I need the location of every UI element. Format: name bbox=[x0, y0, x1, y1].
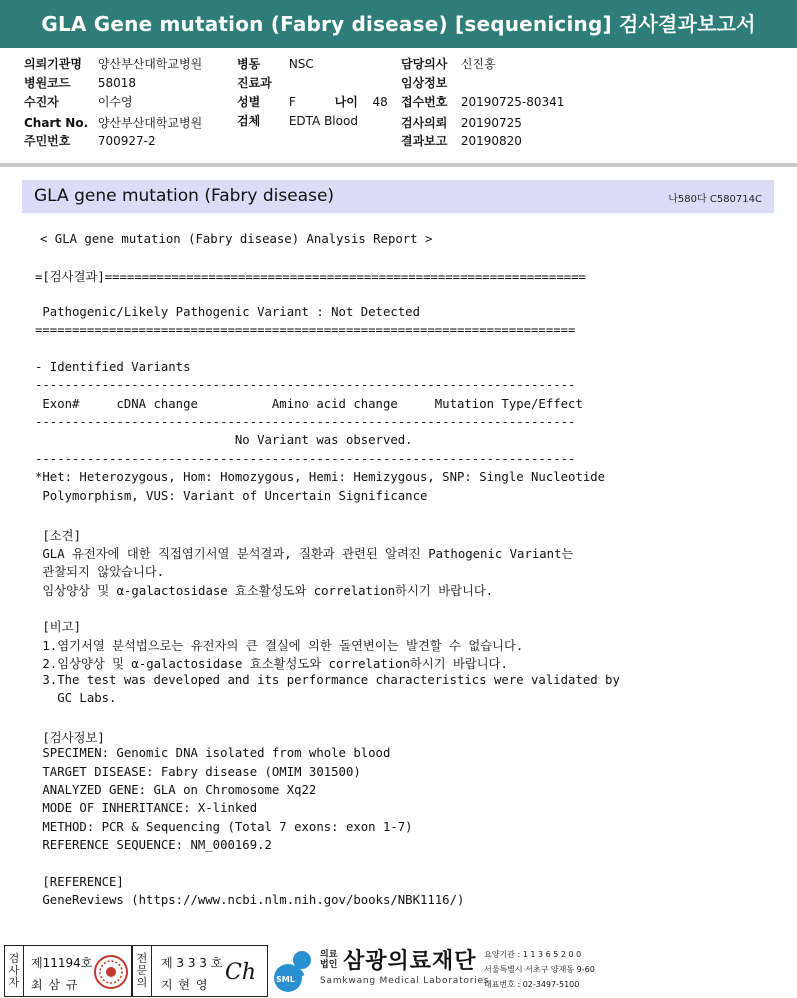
specialist-name: 지 현 영 bbox=[161, 978, 209, 992]
request-label: 검사의뢰 bbox=[401, 116, 448, 130]
chart-value: 양산부산대학교병원 bbox=[97, 116, 203, 130]
report-line: ------------------------------------------------------------------------- bbox=[35, 452, 576, 466]
report-line: < GLA gene mutation (Fabry disease) Analysis Report > bbox=[40, 232, 433, 246]
receipt-value: 20190725-80341 bbox=[460, 95, 565, 109]
org-english-name: Samkwang Medical Laboratories bbox=[320, 976, 490, 986]
specimen-value: EDTA Blood bbox=[288, 114, 358, 128]
report-footer bbox=[0, 942, 797, 998]
report-line: REFERENCE SEQUENCE: NM_000169.2 bbox=[35, 838, 272, 852]
inspector-number: 제11194호 bbox=[31, 956, 93, 970]
dept-label: 진료과 bbox=[237, 76, 272, 90]
section-code: 나580다 C580714C bbox=[668, 194, 762, 205]
report-line: METHOD: PCR & Sequencing (Total 7 exons: exon 1-7) bbox=[35, 820, 413, 834]
ward-label: 병동 bbox=[237, 57, 261, 71]
sex-value: F bbox=[288, 95, 296, 109]
sml-logo-text: SML bbox=[276, 975, 295, 984]
specimen-label: 검체 bbox=[237, 114, 261, 128]
report-line: MODE OF INHERITANCE: X-linked bbox=[35, 801, 258, 815]
report-line: GeneReviews (https://www.ncbi.nlm.nih.gov/books/NBK1116/) bbox=[35, 893, 465, 907]
inspector-divider bbox=[23, 946, 24, 996]
ward-value: NSC bbox=[288, 57, 314, 71]
specialist-box bbox=[132, 945, 268, 997]
report-line: Polymorphism, VUS: Variant of Uncertain Significance bbox=[35, 489, 428, 503]
report-line: Exon# cDNA change Amino acid change Mutation Type/Effect bbox=[35, 397, 583, 411]
report-line: No Variant was observed. bbox=[35, 433, 413, 447]
report-line: ------------------------------------------------------------------------- bbox=[35, 415, 576, 429]
report-line: 3.The test was developed and its performance characteristics were validated by bbox=[35, 673, 620, 687]
report-body bbox=[35, 0, 775, 907]
specialist-label: 전문의 bbox=[136, 952, 148, 989]
section-title: GLA gene mutation (Fabry disease) bbox=[34, 186, 335, 206]
doctor-value: 신진홍 bbox=[460, 57, 496, 71]
request-value: 20190725 bbox=[460, 116, 522, 130]
clinical-label: 임상정보 bbox=[401, 76, 448, 90]
specialist-number: 제 3 3 3 호 bbox=[161, 956, 223, 970]
report-line: [비고] bbox=[35, 620, 81, 634]
chart-label: Chart No. bbox=[24, 116, 89, 130]
report-date-value: 20190820 bbox=[460, 134, 522, 148]
report-line: [검사정보] bbox=[35, 731, 105, 745]
inspector-label: 검사자 bbox=[8, 952, 20, 989]
recipient-value: 이수영 bbox=[97, 95, 133, 109]
resident-value: 700927-2 bbox=[97, 134, 156, 148]
report-line: GLA 유전자에 대한 직접염기서열 분석결과, 질환과 관련된 알려진 Pathogenic Variant는 bbox=[35, 547, 574, 561]
resident-label: 주민번호 bbox=[24, 134, 71, 148]
doctor-label: 담당의사 bbox=[401, 57, 448, 71]
org-address: 서울특별시 서초구 양재동 9-60 bbox=[484, 965, 595, 974]
institution-value: 양산부산대학교병원 bbox=[97, 57, 203, 71]
report-line: [소견] bbox=[35, 529, 81, 543]
org-prefix: 의료법인 bbox=[320, 950, 338, 970]
report-line: 관찰되지 않았습니다. bbox=[35, 565, 165, 579]
report-line: Pathogenic/Likely Pathogenic Variant : Not Detected bbox=[35, 305, 420, 319]
org-code: 요양기관 : 1 1 3 6 5 2 0 0 bbox=[484, 950, 582, 959]
seal-icon bbox=[93, 954, 129, 990]
report-line: - Identified Variants bbox=[35, 360, 191, 374]
report-line: *Het: Heterozygous, Hom: Homozygous, Hemi: Hemizygous, SNP: Single Nucleotide bbox=[35, 470, 606, 484]
age-value: 48 bbox=[372, 95, 388, 109]
report-line: SPECIMEN: Genomic DNA isolated from whole blood bbox=[35, 746, 391, 760]
report-line: [REFERENCE] bbox=[35, 875, 124, 889]
signature: Ch bbox=[225, 960, 257, 985]
report-line: ------------------------------------------------------------------------- bbox=[35, 378, 576, 392]
org-phone: 대표번호 : 02-3497-5100 bbox=[484, 980, 580, 989]
report-line: =[검사결과]================================================================= bbox=[35, 270, 586, 284]
hospital-code-value: 58018 bbox=[97, 76, 137, 90]
report-line: 1.염기서열 분석법으로는 유전자의 큰 결실에 의한 돌연변이는 발견할 수 없습니다. bbox=[35, 639, 524, 653]
report-date-label: 결과보고 bbox=[401, 134, 448, 148]
inspector-name: 최 삼 규 bbox=[31, 978, 79, 992]
report-line: TARGET DISEASE: Fabry disease (OMIM 301500) bbox=[35, 765, 361, 779]
specialist-divider bbox=[151, 946, 152, 996]
report-line: ANALYZED GENE: GLA on Chromosome Xq22 bbox=[35, 783, 317, 797]
report-line: 임상양상 및 α-galactosidase 효소활성도와 correlation하시기 바랍니다. bbox=[35, 584, 494, 598]
receipt-label: 접수번호 bbox=[401, 95, 448, 109]
report-line: 2.임상양상 및 α-galactosidase 효소활성도와 correlation하시기 바랍니다. bbox=[35, 657, 508, 671]
org-name: 삼광의료재단 bbox=[343, 949, 477, 974]
sml-logo-icon bbox=[272, 946, 316, 994]
inspector-box bbox=[4, 945, 132, 997]
hospital-code-label: 병원코드 bbox=[24, 76, 71, 90]
report-line: GC Labs. bbox=[35, 691, 117, 705]
report-title: GLA Gene mutation (Fabry disease) [sequenicing] 검사결과보고서 bbox=[0, 0, 797, 48]
institution-label: 의뢰기관명 bbox=[24, 57, 82, 71]
age-label: 나이 bbox=[334, 95, 358, 109]
recipient-label: 수진자 bbox=[24, 95, 59, 109]
report-line: ========================================================================= bbox=[35, 323, 576, 337]
sex-label: 성별 bbox=[237, 95, 261, 109]
